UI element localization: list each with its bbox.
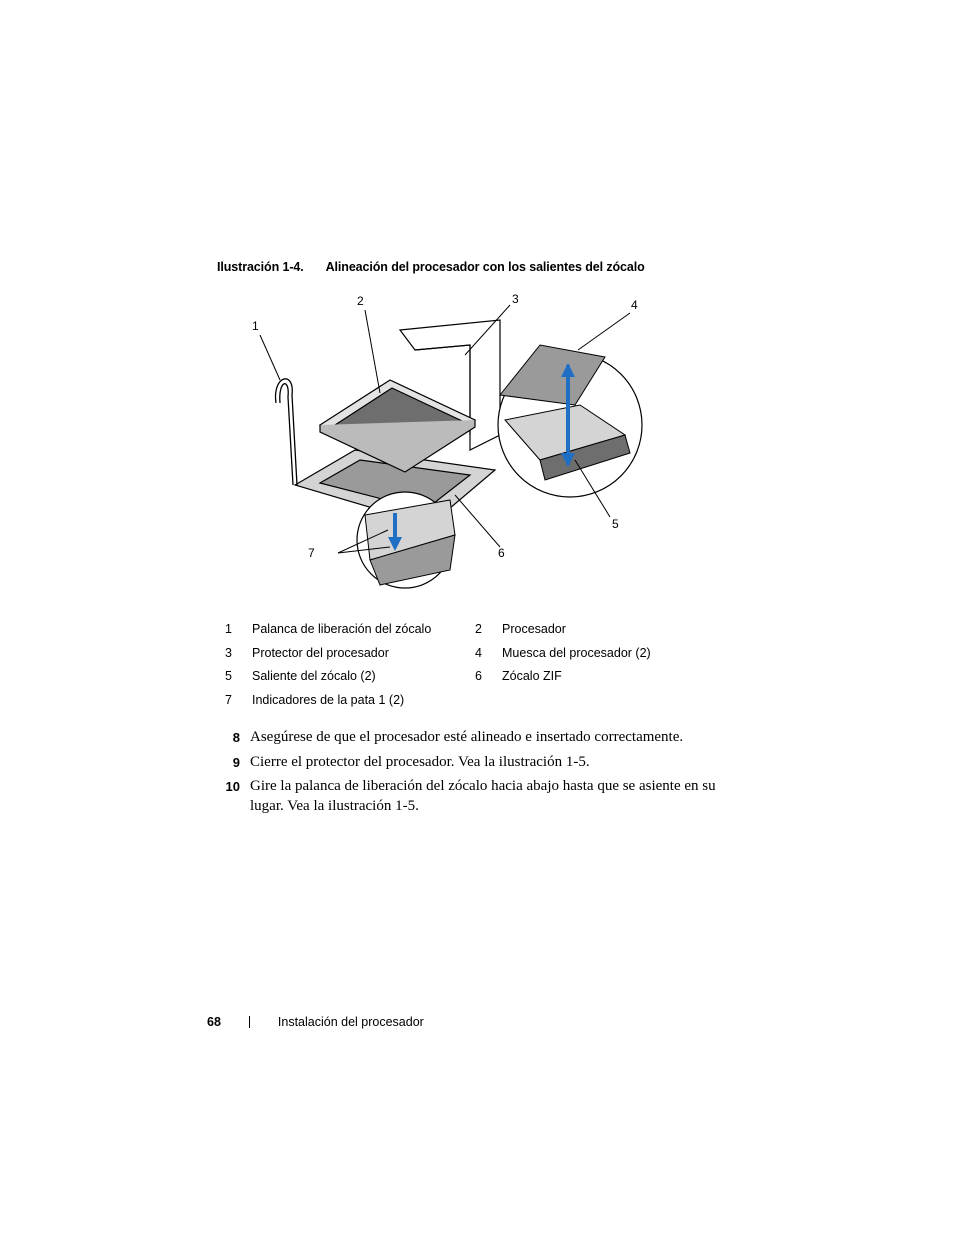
legend-text: Procesador xyxy=(502,622,566,636)
step-text: Asegúrese de que el procesador esté alineado e insertado correctamente. xyxy=(250,729,684,745)
figure-legend xyxy=(225,622,685,716)
step-item xyxy=(220,728,720,748)
callout-5: 5 xyxy=(612,517,619,531)
legend-text: Muesca del procesador (2) xyxy=(502,645,651,660)
legend-row xyxy=(225,693,685,717)
footer-divider xyxy=(249,1016,250,1028)
figure-label: Ilustración 1-4. xyxy=(217,260,304,274)
step-item xyxy=(220,777,720,816)
callout-7: 7 xyxy=(308,546,315,560)
notch-zoom-circle xyxy=(498,345,642,497)
callout-6: 6 xyxy=(498,546,505,560)
legend-text: Saliente del zócalo (2) xyxy=(252,669,376,683)
section-title: Instalación del procesador xyxy=(277,1015,424,1029)
legend-number: 4 xyxy=(475,645,482,660)
legend-text: Zócalo ZIF xyxy=(502,669,562,683)
step-number: 9 xyxy=(232,754,240,770)
processor-socket-illustration xyxy=(200,285,660,595)
figure-caption xyxy=(217,260,645,274)
legend-row xyxy=(225,669,685,693)
legend-text: Protector del procesador xyxy=(252,645,389,660)
legend-text: Indicadores de la pata 1 (2) xyxy=(252,692,405,707)
callout-4: 4 xyxy=(631,298,638,312)
legend-text: Palanca de liberación del zócalo xyxy=(252,622,432,636)
callout-2: 2 xyxy=(357,294,364,308)
page-number: 68 xyxy=(207,1015,221,1029)
legend-number: 1 xyxy=(225,622,232,636)
legend-row xyxy=(225,646,685,670)
step-number: 8 xyxy=(232,730,240,745)
callout-3: 3 xyxy=(512,292,519,306)
step-number: 10 xyxy=(225,779,240,794)
legend-number: 6 xyxy=(475,669,482,683)
legend-number: 3 xyxy=(225,645,232,660)
callout-1: 1 xyxy=(252,319,259,333)
legend-row xyxy=(225,622,685,646)
legend-number: 7 xyxy=(225,692,232,707)
pin1-zoom-circle xyxy=(357,492,455,588)
step-text: Gire la palanca de liberación del zócalo hacia abajo hasta que se asiente en su lugar. Vea la ilustración 1-5. xyxy=(250,778,716,814)
step-text: Cierre el protector del procesador. Vea la ilustración 1-5. xyxy=(250,753,590,770)
page-footer xyxy=(207,1015,424,1029)
legend-number: 5 xyxy=(225,669,232,683)
instruction-steps xyxy=(220,728,720,821)
socket-release-lever xyxy=(276,379,297,485)
legend-number: 2 xyxy=(475,622,482,636)
step-item xyxy=(220,753,720,773)
figure-title: Alineación del procesador con los salientes del zócalo xyxy=(325,260,645,274)
